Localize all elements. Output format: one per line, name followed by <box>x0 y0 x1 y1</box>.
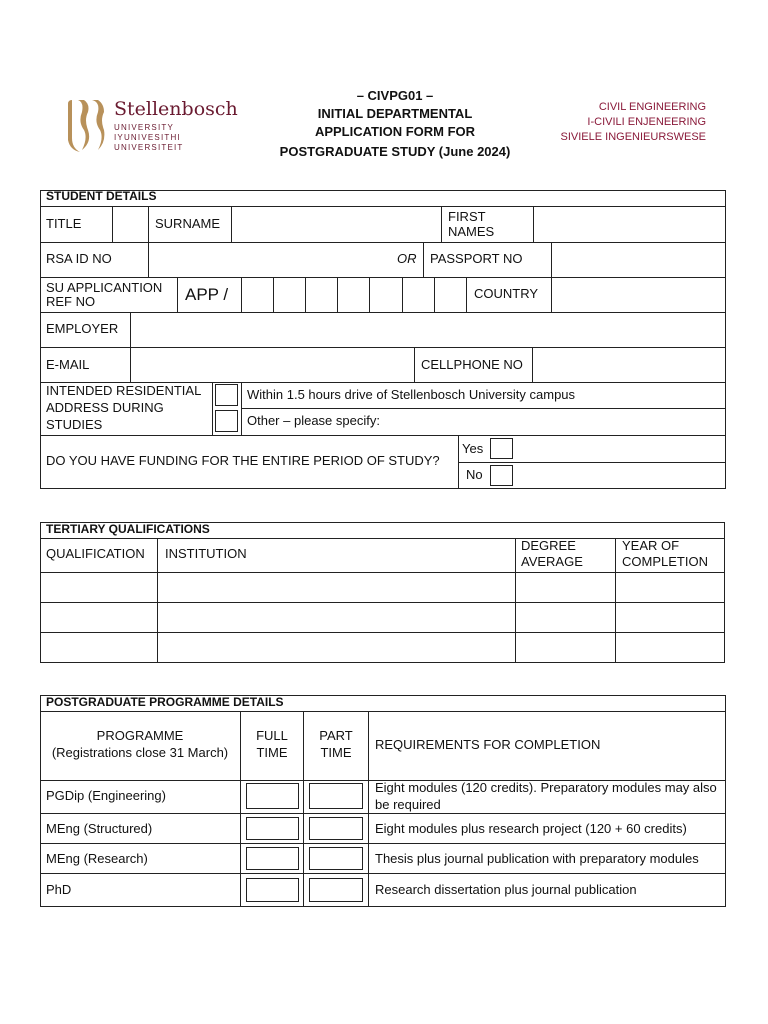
meng-structured-full-time-checkbox[interactable] <box>246 817 299 840</box>
su-app-label-1: SU APPLICANTION <box>46 280 163 295</box>
app-digit-1[interactable] <box>242 278 273 311</box>
funding-yes-checkbox[interactable] <box>490 438 513 459</box>
meng-research-full-time-checkbox[interactable] <box>246 847 299 870</box>
passport-label: PASSPORT NO <box>430 251 523 266</box>
title-field[interactable] <box>113 207 147 241</box>
part-time-header-1: PART <box>319 728 353 743</box>
university-logo <box>64 98 238 156</box>
programme-meng-research: MEng (Research) <box>46 851 148 866</box>
surname-field[interactable] <box>232 207 440 241</box>
residential-label-3: STUDIES <box>46 417 103 432</box>
app-prefix: APP / <box>185 285 229 304</box>
qualification-row-3[interactable] <box>41 633 724 661</box>
meng-research-requirements: Thesis plus journal publication with preparatory modules <box>375 851 699 866</box>
surname-label: SURNAME <box>155 216 221 231</box>
cellphone-label: CELLPHONE NO <box>421 357 523 372</box>
year-completion-header-1: YEAR OF <box>622 538 680 553</box>
title-label: TITLE <box>46 216 82 231</box>
funding-no-checkbox[interactable] <box>490 465 513 486</box>
pgdip-requirements-1: Eight modules (120 credits). Preparatory modules may also <box>375 780 717 795</box>
full-time-header-1: FULL <box>256 728 288 743</box>
pgdip-requirements-2: be required <box>375 797 441 812</box>
app-digit-6[interactable] <box>403 278 434 311</box>
app-digit-5[interactable] <box>370 278 401 311</box>
residential-label-1: INTENDED RESIDENTIAL <box>46 383 202 398</box>
qualification-row-1[interactable] <box>41 573 724 601</box>
student-details-heading: STUDENT DETAILS <box>46 189 157 203</box>
country-field[interactable] <box>552 278 724 311</box>
programme-meng-structured: MEng (Structured) <box>46 821 153 836</box>
pgdip-part-time-checkbox[interactable] <box>309 783 363 809</box>
email-field[interactable] <box>131 348 413 381</box>
programme-heading: POSTGRADUATE PROGRAMME DETAILS <box>46 695 284 709</box>
requirements-header: REQUIREMENTS FOR COMPLETION <box>375 737 601 752</box>
programme-header-2: (Registrations close 31 March) <box>51 745 229 760</box>
meng-research-part-time-checkbox[interactable] <box>309 847 363 870</box>
first-names-field[interactable] <box>534 207 724 241</box>
form-title-line3: POSTGRADUATE STUDY (June 2024) <box>279 144 511 159</box>
dept-name-afrikaans: SIVIELE INGENIEURSWESE <box>560 131 706 143</box>
app-digit-3[interactable] <box>306 278 337 311</box>
employer-label: EMPLOYER <box>46 321 119 336</box>
first-names-label-1: FIRST <box>448 209 486 224</box>
first-names-label-2: NAMES <box>448 224 495 239</box>
app-digit-4[interactable] <box>338 278 369 311</box>
su-app-label-2: REF NO <box>46 294 96 309</box>
dept-name-english: CIVIL ENGINEERING <box>598 101 706 113</box>
qualification-header: QUALIFICATION <box>46 546 145 561</box>
employer-field[interactable] <box>131 313 724 346</box>
logo-sub-universiteit: UNIVERSITEIT <box>114 143 184 152</box>
rsa-id-label: RSA ID NO <box>46 251 112 266</box>
year-completion-header-2: COMPLETION <box>622 554 708 569</box>
app-digit-7[interactable] <box>435 278 466 311</box>
within-campus-checkbox[interactable] <box>215 384 238 406</box>
funding-no-label: No <box>466 467 483 482</box>
app-digit-2[interactable] <box>274 278 305 311</box>
passport-field[interactable] <box>552 243 724 276</box>
institution-header: INSTITUTION <box>165 546 247 561</box>
full-time-header-2: TIME <box>256 745 288 760</box>
degree-average-header-1: DEGREE <box>521 538 576 553</box>
stellenbosch-logo-mark-icon <box>64 98 106 154</box>
logo-sub-iyunivesithi: IYUNIVESITHI <box>114 133 181 142</box>
meng-structured-requirements: Eight modules plus research project (120 + 60 credits) <box>375 821 687 836</box>
tertiary-heading: TERTIARY QUALIFICATIONS <box>46 522 210 536</box>
qualification-row-2[interactable] <box>41 603 724 631</box>
funding-question: DO YOU HAVE FUNDING FOR THE ENTIRE PERIOD OF STUDY? <box>46 453 440 468</box>
programme-phd: PhD <box>46 882 72 897</box>
other-address-label: Other – please specify: <box>247 413 380 428</box>
pgdip-full-time-checkbox[interactable] <box>246 783 299 809</box>
dept-name-xhosa: I-CIVILI ENJENEERING <box>587 116 706 128</box>
meng-structured-part-time-checkbox[interactable] <box>309 817 363 840</box>
logo-sub-university: UNIVERSITY <box>114 123 175 132</box>
phd-part-time-checkbox[interactable] <box>309 878 363 902</box>
within-campus-label: Within 1.5 hours drive of Stellenbosch University campus <box>247 387 576 402</box>
degree-average-header-2: AVERAGE <box>521 554 583 569</box>
other-address-checkbox[interactable] <box>215 410 238 432</box>
programme-pgdip: PGDip (Engineering) <box>46 788 166 803</box>
form-code: – CIVPG01 – <box>356 88 434 103</box>
phd-full-time-checkbox[interactable] <box>246 878 299 902</box>
phd-requirements: Research dissertation plus journal publication <box>375 882 637 897</box>
residential-label-2: ADDRESS DURING <box>46 400 164 415</box>
cellphone-field[interactable] <box>533 348 724 381</box>
logo-name: Stellenbosch <box>114 98 238 120</box>
form-title-line1: INITIAL DEPARTMENTAL <box>317 106 473 121</box>
part-time-header-2: TIME <box>320 745 352 760</box>
funding-yes-label: Yes <box>462 441 484 456</box>
email-label: E-MAIL <box>46 357 90 372</box>
programme-header-1: PROGRAMME <box>96 728 184 743</box>
country-label: COUNTRY <box>474 286 539 301</box>
rsa-id-field[interactable] <box>149 243 419 276</box>
or-label: OR <box>397 251 417 266</box>
form-title-line2: APPLICATION FORM FOR <box>314 124 476 139</box>
